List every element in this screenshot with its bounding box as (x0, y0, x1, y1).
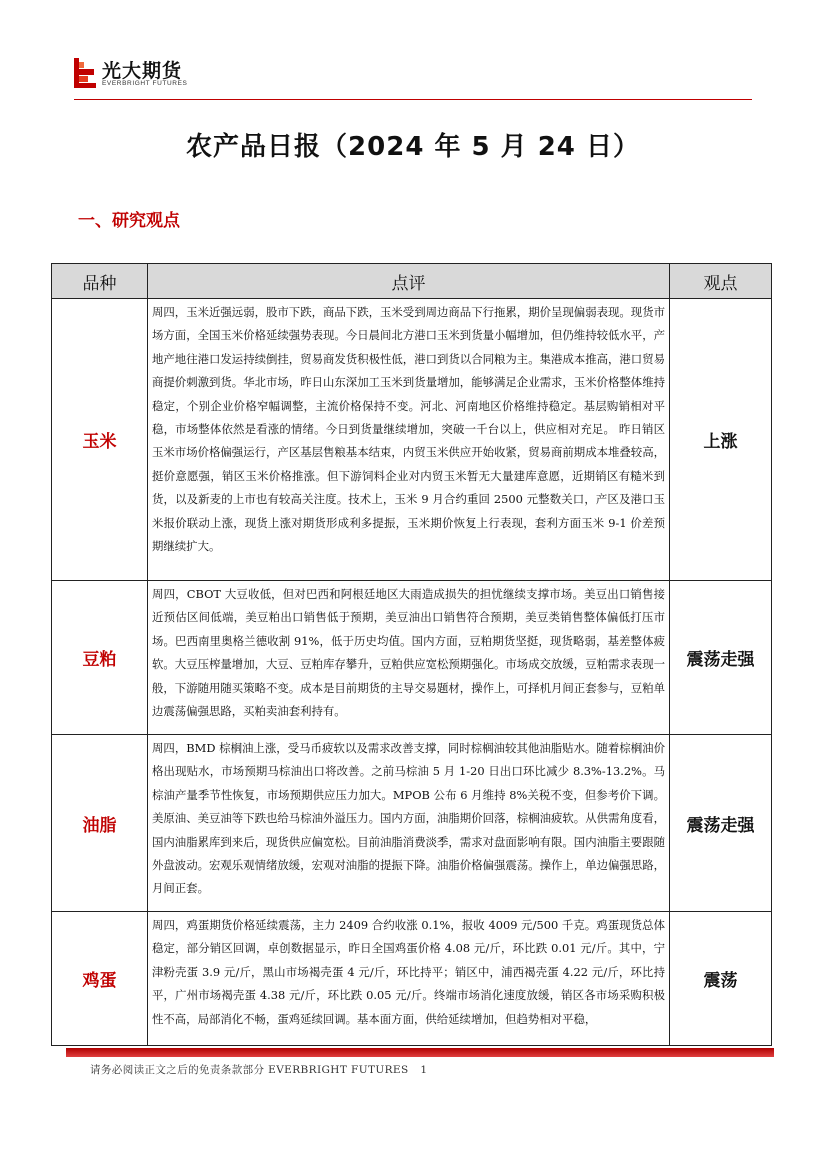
comment-cell: 周四，CBOT 大豆收低，但对巴西和阿根廷地区大雨造成损失的担忧继续支撑市场。美豆出口销售接近预估区间低端，美豆粕出口销售低于预期，美豆油出口销售符合预期，美豆类销售整体偏低打压市场。巴西南里奥格兰德收割 91%，低于历史均值。国内方面，豆粕期货坚挺，现货略弱，基差整体疲软。大豆压榨量增加，大豆、豆粕库存攀升，豆粕供应宽松预期强化。市场成交放缓，豆粕需求表现一般，下游随用随买策略不变。成本是目前期货的主导交易题材，操作上，可择机月间正套参与，豆粕单边震荡偏强思路，买粕卖油套利持有。 (148, 581, 670, 735)
variety-cell: 豆粕 (52, 581, 148, 735)
research-table (51, 263, 772, 1046)
logo-mark-icon (74, 58, 96, 88)
logo-company-en: EVERBRIGHT FUTURES (102, 80, 188, 87)
view-cell: 震荡走强 (670, 735, 772, 912)
view-cell: 震荡走强 (670, 581, 772, 735)
footer (90, 1062, 427, 1077)
section-title: 一、研究观点 (78, 211, 180, 231)
comment-cell: 周四，BMD 棕榈油上涨，受马币疲软以及需求改善支撑，同时棕榈油较其他油脂贴水。随着棕榈油价格出现贴水，市场预期马棕油出口将改善。之前马棕油 5 月 1-20 日出口环比减少 8.3%-13.2%。马棕油产量季节性恢复，市场预期供应压力加大。MPOB 公布 6 月维持 8%关税不变，但参考价下调。美原油、美豆油等下跌也给马棕油外溢压力。国内方面，油脂期价回落，棕榈油疲软。从供需角度看，国内油脂累库到来后，现货供应偏宽松。目前油脂消费淡季，需求对盘面影响有限。国内油脂主要跟随外盘波动。宏观乐观情绪放缓，宏观对油脂的提振下降。油脂价格偏强震荡。操作上，单边偏强思路，月间正套。 (148, 735, 670, 912)
table-row-oils (52, 735, 772, 912)
table-row-corn (52, 299, 772, 581)
page-title: 农产品日报（2024 年 5 月 24 日） (186, 132, 640, 162)
table-row-eggs (52, 912, 772, 1046)
view-cell: 上涨 (670, 299, 772, 581)
header-variety: 品种 (52, 264, 148, 299)
variety-cell: 鸡蛋 (52, 912, 148, 1046)
header-view: 观点 (670, 264, 772, 299)
variety-cell: 油脂 (52, 735, 148, 912)
page-number: 1 (420, 1064, 428, 1076)
footer-disclaimer: 请务必阅读正文之后的免责条款部分 EVERBRIGHT FUTURES (90, 1064, 409, 1076)
variety-cell: 玉米 (52, 299, 148, 581)
comment-cell (148, 912, 670, 1046)
table-row-soymeal (52, 581, 772, 735)
logo-company-cn: 光大期货 (102, 60, 183, 82)
header-divider (74, 99, 752, 100)
footer-divider (66, 1048, 774, 1057)
view-cell: 震荡 (670, 912, 772, 1046)
table-header-row (52, 264, 772, 299)
comment-cell: 周四，玉米近强远弱，股市下跌，商品下跌，玉米受到周边商品下行拖累，期价呈现偏弱表现。现货市场方面，全国玉米价格延续强势表现。今日晨间北方港口玉米到货量小幅增加，但仍维持较低水平，产地产地往港口发运持续倒挂，贸易商发货积极性低，港口到货以合同粮为主。集港成本推高，港口贸易商提价刺激到货。华北市场，昨日山东深加工玉米到货量增加，能够满足企业需求，玉米价格整体维持稳定，个别企业价格窄幅调整，主流价格保持不变。河北、河南地区价格维持稳定。基层购销相对平稳，市场整体依然是看涨的情绪。今日到货量继续增加，突破一千台以上，供应相对充足。 昨日销区玉米市场价格偏强运行，产区基层售粮基本结束，内贸玉米供应开始收紧，贸易商前期成本堆叠较高，挺价意愿强，销区玉米价格推涨。但下游饲料企业对内贸玉米暂无大量建库意愿，近期销区有糙米到货，以及新麦的上市也有较高关注度。技术上，玉米 9 月合约重回 2500 元整数关口，产区及港口玉米报价联动上涨，现货上涨对期货形成利多提振，玉米期价恢复上行表现，套利方面玉米 9-1 价差预期继续扩大。 (148, 299, 670, 581)
header-comment: 点评 (148, 264, 670, 299)
comment-text: 周四，鸡蛋期货价格延续震荡，主力 2409 合约收涨 0.1%，报收 4009 元/500 千克。鸡蛋现货总体稳定，部分销区回调，卓创数据显示，昨日全国鸡蛋价格 4.08 元/斤，环比跌 0.01 元/斤。其中，宁津粉壳蛋 3.9 元/斤，黑山市场褐壳蛋 4 元/斤，环比持平；销区中，浦西褐壳蛋 4.22 元/斤，环比持平，广州市场褐壳蛋 4.38 元/斤，环比跌 0.05 元/斤。终端市场消化速度放缓，销区各市场采购积极性不高，局部消化不畅，蛋鸡延续回调。基本面方面，供给延续增加，但趋势相对平稳， (152, 918, 665, 1026)
